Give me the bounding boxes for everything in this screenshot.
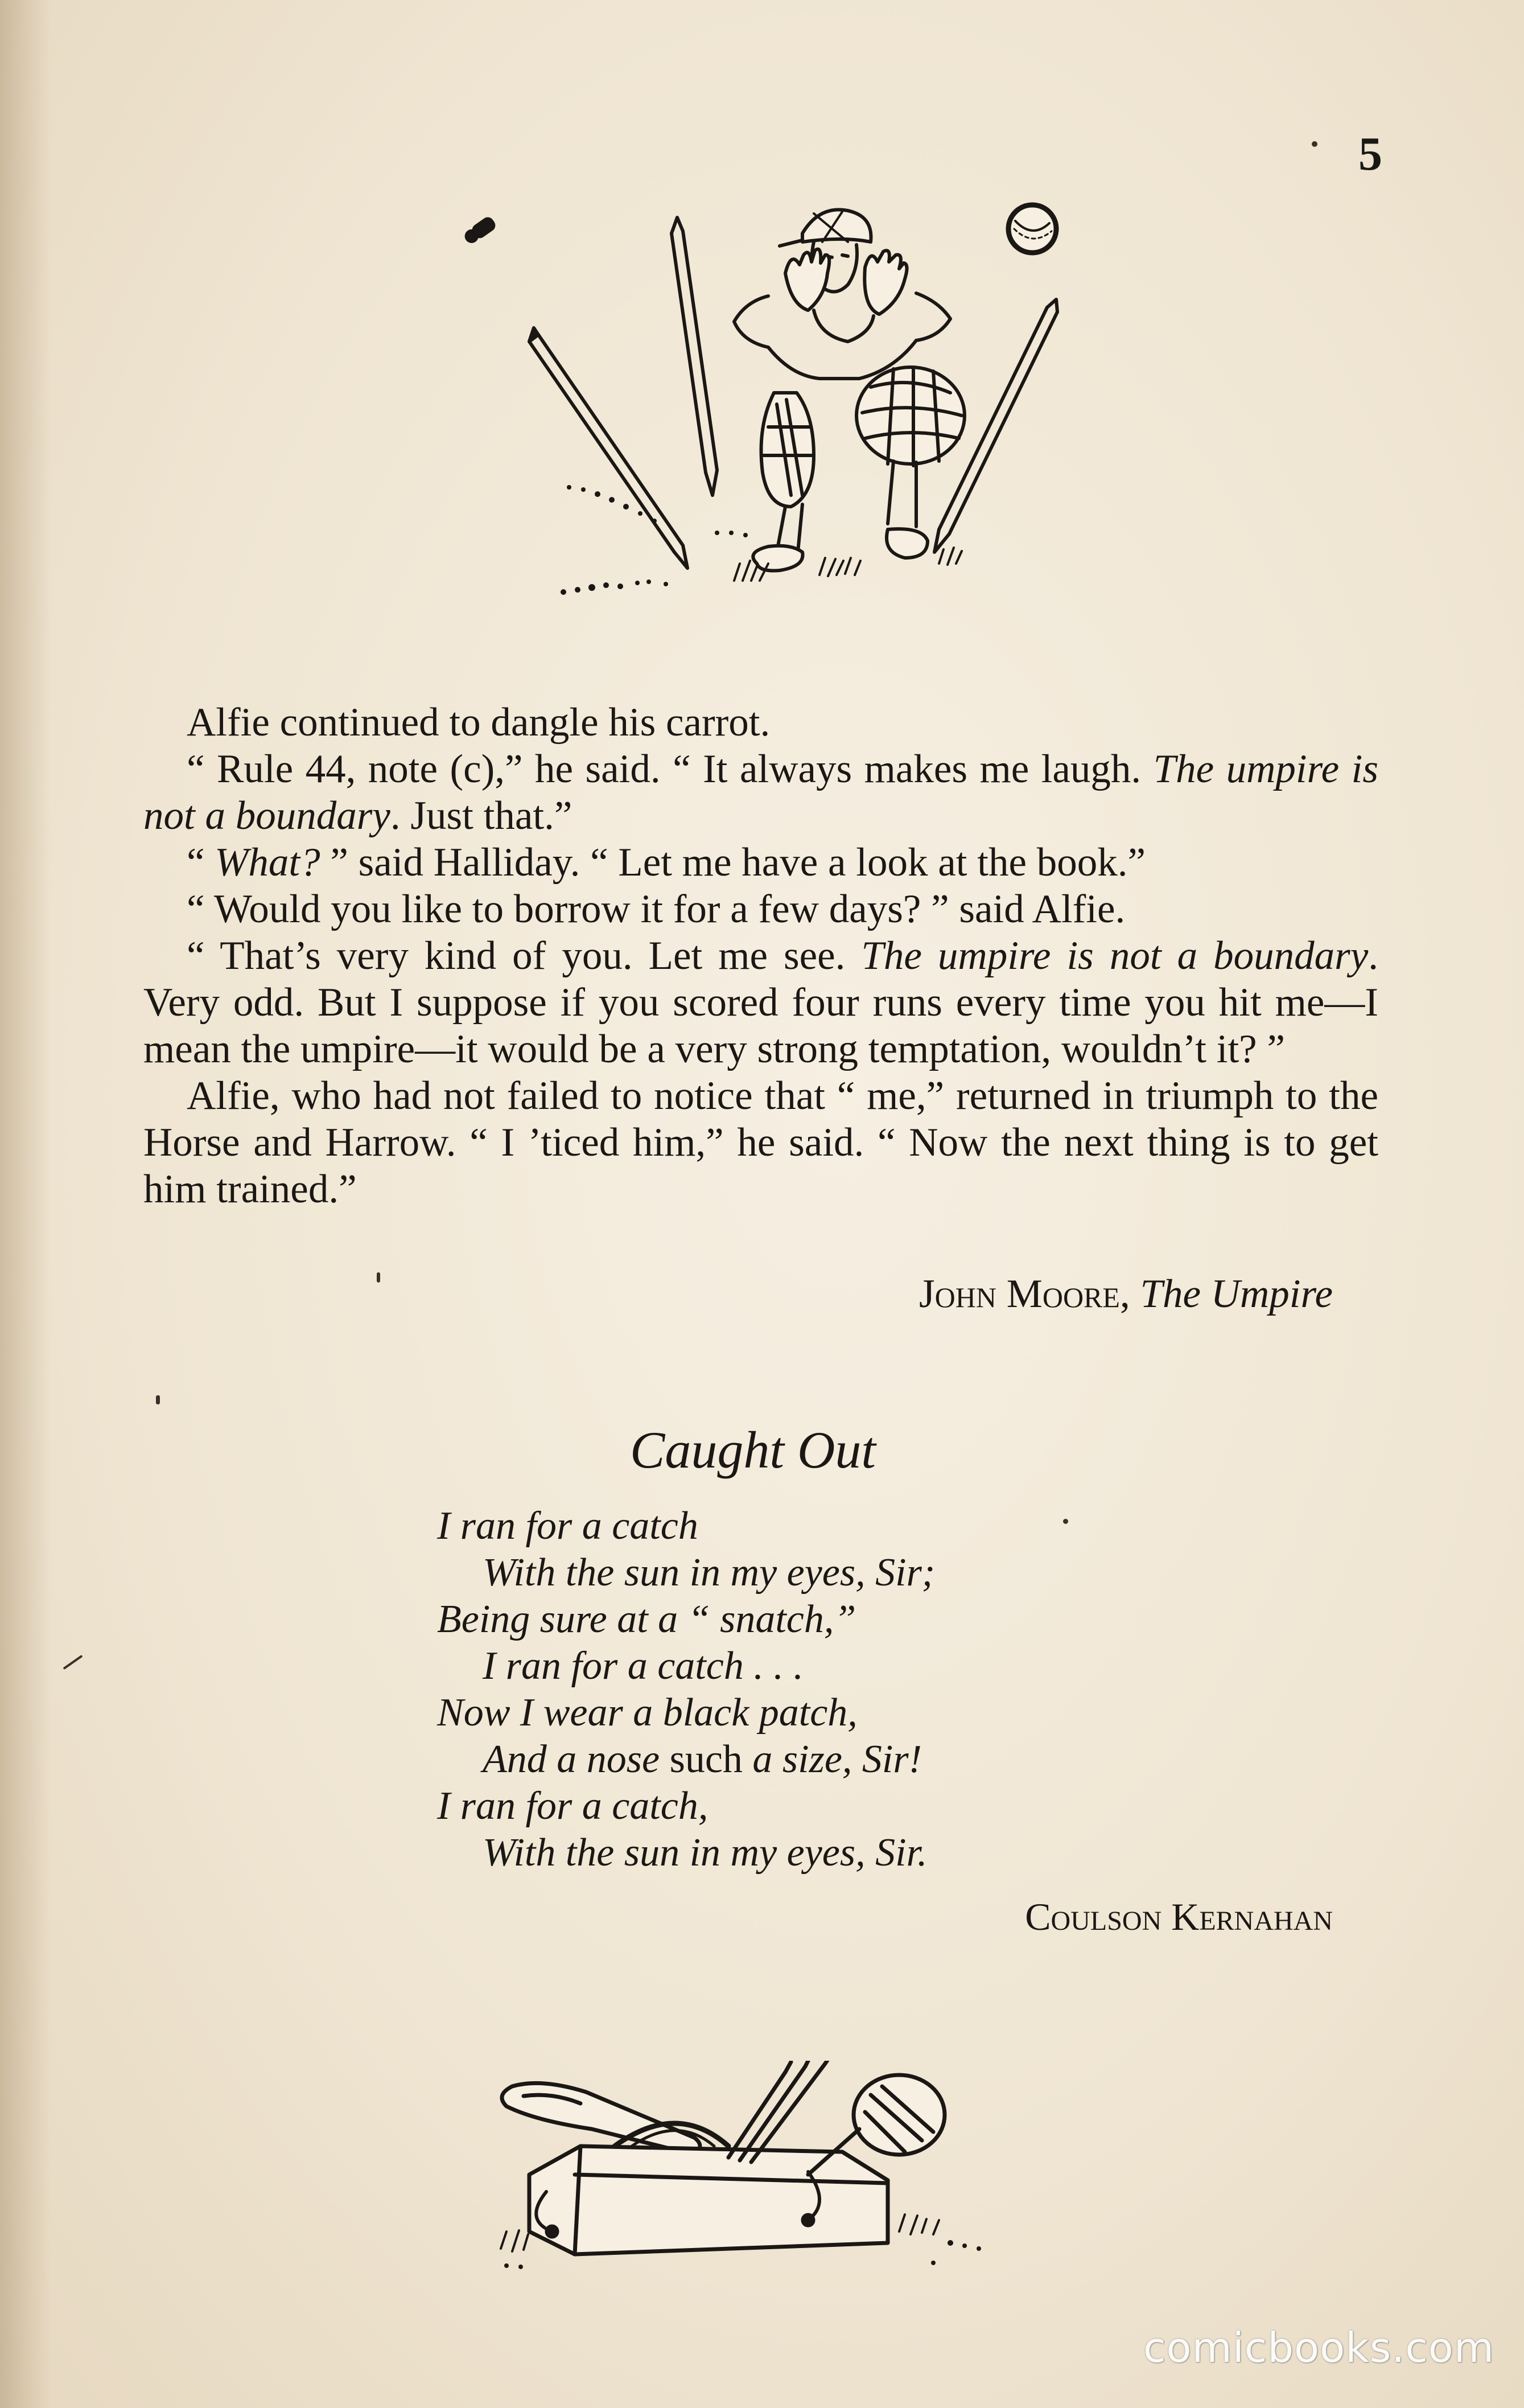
cricket-bag-illustration (489, 2061, 1036, 2277)
work-title: The Umpire (1140, 1272, 1333, 1316)
paragraph: “ That’s very kind of you. Let me see. The umpire is not a boundary. Very odd. But I suppose if you scored four runs every time you hit me—I mean the umpire—it would be a very strong temptation, wouldn’t it? ” (143, 934, 1378, 1071)
poem (437, 1503, 1291, 1876)
stump-left (529, 328, 687, 568)
prose-excerpt (143, 699, 1378, 1213)
paragraph: “ Rule 44, note (c),” he said. “ It always makes me laugh. The umpire is not a boundary. Just that.” (143, 747, 1378, 838)
poem-attribution: Coulson Kernahan (1025, 1895, 1333, 1938)
paper-speck (377, 1272, 380, 1283)
cricket-ball (1008, 205, 1056, 253)
paragraph: “ Would you like to borrow it for a few days? ” said Alfie. (187, 887, 1126, 931)
page-gutter-shadow (0, 0, 51, 2408)
author-name: John Moore, (919, 1272, 1130, 1316)
paragraph: Alfie continued to dangle his carrot. (187, 700, 771, 745)
wicket-keeper-figure (734, 209, 965, 570)
paper-speck (1063, 1519, 1068, 1524)
page-number: 5 (1358, 128, 1383, 180)
paper-speck (1312, 141, 1317, 147)
paragraph: “ What? ” said Halliday. “ Let me have a look at the book.” (187, 840, 1146, 885)
cricket-bag (529, 2123, 888, 2254)
stump-middle (672, 217, 717, 495)
stumps-in-bag (728, 2061, 831, 2162)
wicket-keeper-illustration (450, 188, 1087, 621)
prose-attribution (919, 1271, 1333, 1317)
poem-title: Caught Out (630, 1421, 876, 1479)
poem-line: With the sun in my eyes, Sir; (483, 1551, 936, 1595)
poem-line: Now I wear a black patch, (437, 1691, 858, 1735)
poem-line: And a nose such a size, Sir! (483, 1737, 922, 1781)
poem-line: I ran for a catch (437, 1504, 698, 1548)
poem-line: I ran for a catch . . . (483, 1644, 804, 1688)
paragraph: Alfie, who had not failed to notice that “ me,” returned in triumph to the Horse and Harrow. “ I ’ticed him,” he said. “ Now the next thing is to get him trained.” (143, 1074, 1378, 1211)
cricket-bat (502, 2083, 700, 2155)
paper-speck (63, 1655, 83, 1670)
poem-line: I ran for a catch, (437, 1784, 709, 1828)
flying-bail (464, 217, 496, 244)
poem-line: Being sure at a “ snatch,” (437, 1597, 856, 1641)
paper-speck (156, 1395, 160, 1404)
watermark-text: comicbooks.com (1143, 2324, 1494, 2372)
poem-line: With the sun in my eyes, Sir. (483, 1831, 928, 1875)
